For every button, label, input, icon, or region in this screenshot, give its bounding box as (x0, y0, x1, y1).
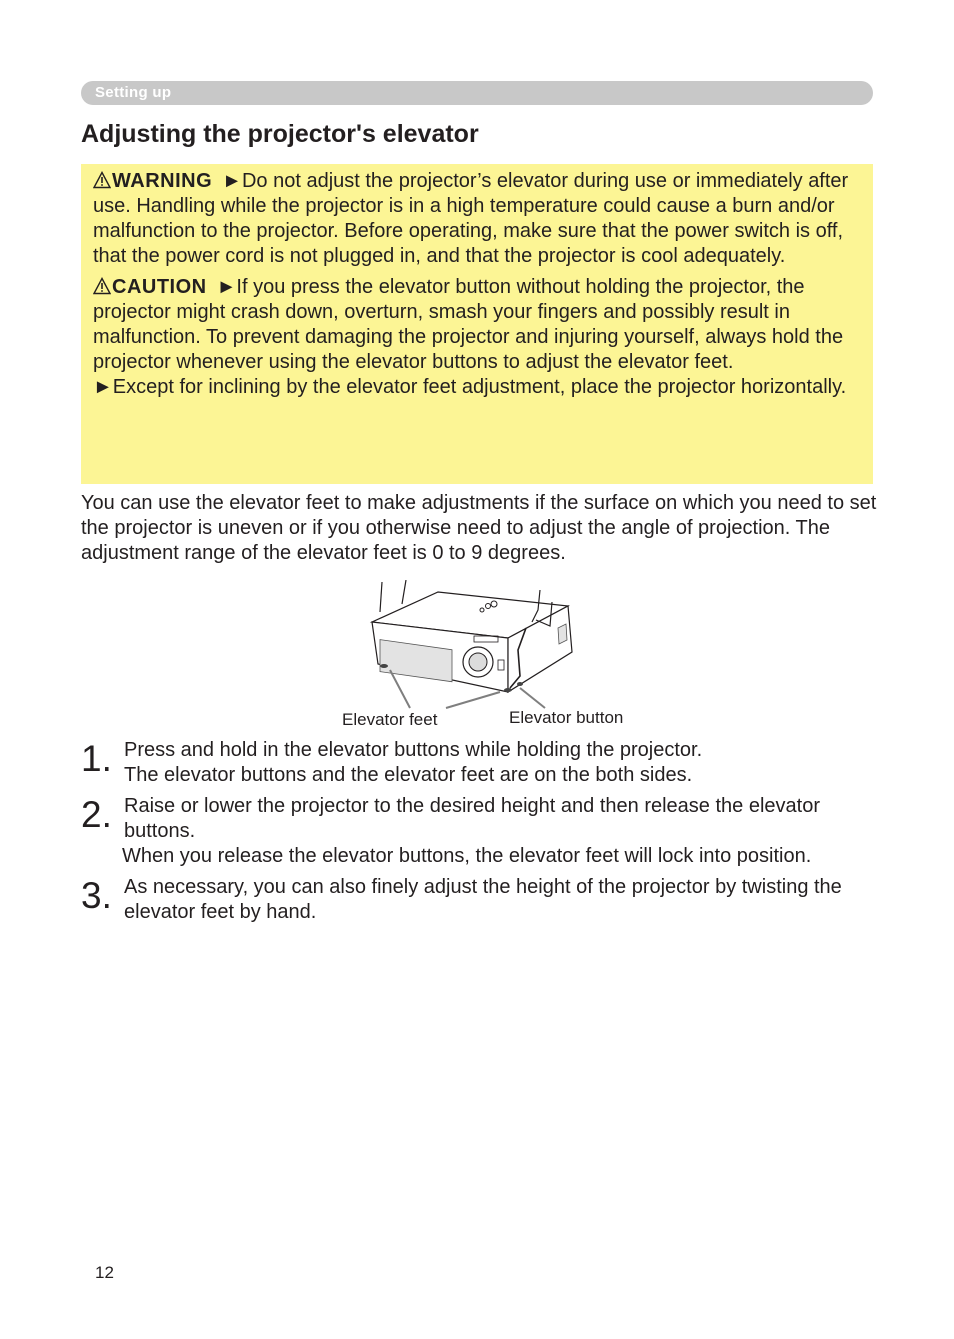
steps-list (81, 738, 881, 925)
step-text: Raise or lower the projector to the desired height and then release the elevator buttons. (124, 795, 820, 842)
step-1 (81, 738, 881, 788)
page-number: 12 (95, 1263, 114, 1282)
caution-label: CAUTION (112, 276, 207, 298)
step-number: 3. (81, 875, 112, 916)
page-title: Adjusting the projector's elevator (81, 120, 479, 148)
step-subtext: When you release the elevator buttons, the elevator feet will lock into position. (122, 845, 812, 867)
projector-illustration (340, 580, 660, 710)
caution-paragraph (93, 275, 861, 375)
elevator-button-label: Elevator button (509, 708, 624, 727)
step-number: 1. (81, 738, 112, 779)
warning-label: WARNING (112, 170, 213, 192)
step-3 (81, 875, 881, 925)
step-number: 2. (81, 794, 112, 835)
projector-figure (340, 580, 660, 740)
warning-paragraph (93, 169, 861, 269)
step-text: Press and hold in the elevator buttons while holding the projector. (124, 739, 703, 761)
caution-triangle-icon (93, 277, 111, 295)
warning-triangle-icon (93, 171, 111, 189)
elevator-feet-label: Elevator feet (342, 710, 438, 729)
warning-box (81, 164, 873, 484)
caution-text: ►If you press the elevator button without holding the projector, the projector might crash down, overturn, smash your fingers and possibly result in malfunction. To prevent damaging the projector and injuring yourself, always hold the projector whenever using the elevator buttons to adjust the elevator feet. (93, 276, 844, 373)
step-text: As necessary, you can also finely adjust the height of the projector by twisting the elevator feet by hand. (124, 876, 842, 923)
step-subtext: The elevator buttons and the elevator feet are on the both sides. (124, 764, 693, 786)
step-2 (81, 794, 881, 869)
section-header-bar (81, 81, 873, 105)
caution-paragraph-2: ►Except for inclining by the elevator feet adjustment, place the projector horizontally. (93, 376, 847, 398)
warning-text: ►Do not adjust the projector’s elevator during use or immediately after use. Handling while the projector is in a high temperature could cause a burn and/or malfunction to the projector. Before operating, make sure that the power switch is off, that the power cord is not plugged in, and that the projector is cool adequately. (93, 170, 849, 267)
section-label: Setting up (95, 84, 172, 101)
intro-paragraph: You can use the elevator feet to make adjustments if the surface on which you need to set the projector is uneven or if you otherwise need to adjust the angle of projection. The adjustment range of the elevator feet is 0 to 9 degrees. (81, 492, 877, 564)
